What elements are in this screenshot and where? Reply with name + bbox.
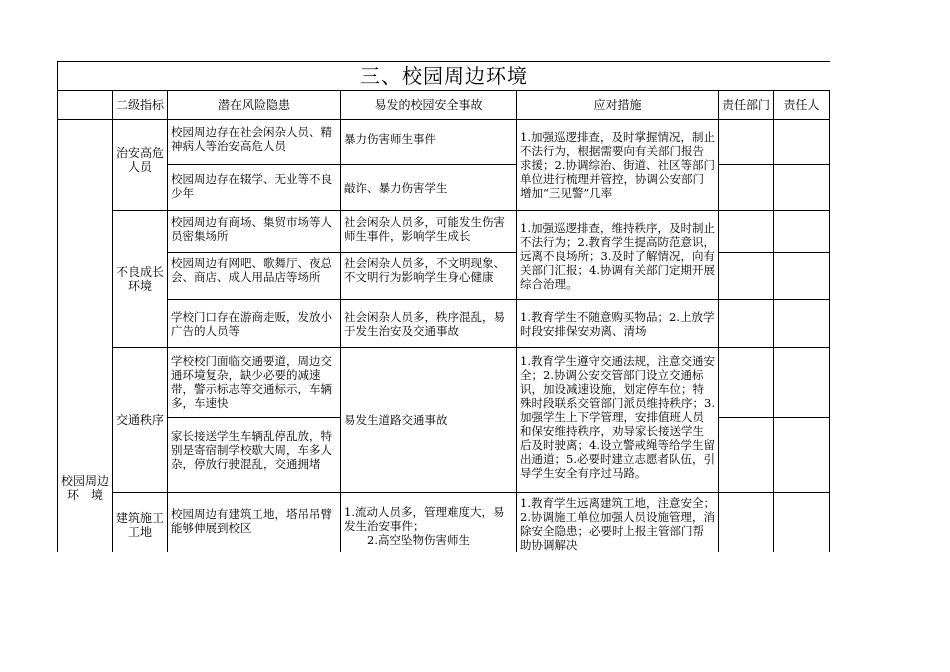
dept-cell	[718, 119, 773, 164]
person-cell	[773, 417, 830, 492]
header-person: 责任人	[773, 90, 830, 119]
header-hazard: 潜在风险隐患	[167, 90, 340, 119]
dept-cell	[718, 299, 773, 347]
level1-label: 校园周边 环 境	[57, 119, 112, 552]
hazard-cell: 学校门口存在游商走贩，发放小广告的人员等	[167, 299, 340, 347]
hazard-cell: 校园周边有网吧、歌舞厅、夜总会、商店、成人用品店等场所	[167, 252, 340, 299]
dept-cell	[718, 164, 773, 210]
dept-cell	[718, 252, 773, 299]
person-cell	[773, 299, 830, 347]
hazard-cell: 学校校门面临交通要道，周边交通环境复杂，缺少必要的减速带，警示标志等交通标示，车辆多，车速快	[167, 347, 340, 417]
measures-cell: 1.加强巡逻排查，维持秩序，及时制止不法行为；2.教育学生提高防范意识，远离不良场所；3.及时了解情况，向有关部门汇报；4.协调有关部门定期开展综合治理。	[516, 210, 718, 299]
hazard-cell: 校园周边存在社会闲杂人员、精神病人等治安高危人员	[167, 119, 340, 164]
header-measures: 应对措施	[516, 90, 718, 119]
measures-cell: 1.教育学生遵守交通法规，注意交通安全；2.协调公安交管部门设立交通标识，加设减速设施，划定停车位；特殊时段联系交管部门派员维持秩序；3.加强学生上下学管理，安排值班人员和保安维持秩序，劝导家长接送学生后及时驶离；4.设立警戒绳等给学生留出通道；5.必要时建立志愿者队伍，引导学生安全有序过马路。	[516, 347, 718, 492]
accident-cell: 1.流动人员多，管理难度大，易发生治安事件； 2.高空坠物伤害师生	[340, 492, 516, 552]
header-accident: 易发的校园安全事故	[340, 90, 516, 119]
header-level1	[57, 90, 112, 119]
person-cell	[773, 164, 830, 210]
page-title: 三、校园周边环境	[57, 61, 830, 90]
measures-cell: 1.教育学生远离建筑工地，注意安全；2.协调施工单位加强人员设施管理，消除安全隐患；必要时上报主管部门帮助协调解决	[516, 492, 718, 552]
header-dept: 责任部门	[718, 90, 773, 119]
accident-cell: 敲诈、暴力伤害学生	[340, 164, 516, 210]
hazard-cell: 家长接送学生车辆乱停乱放，特别是寄宿制学校歇大周，车多人杂，停放行驶混乱，交通拥堵	[167, 417, 340, 492]
person-cell	[773, 119, 830, 164]
dept-cell	[718, 492, 773, 552]
dept-cell	[718, 347, 773, 417]
accident-cell: 暴力伤害师生事件	[340, 119, 516, 164]
hazard-cell: 校园周边有建筑工地，塔吊吊臂能够伸展到校区	[167, 492, 340, 552]
person-cell	[773, 210, 830, 252]
level2-security: 治安高危 人员	[112, 119, 167, 210]
person-cell	[773, 252, 830, 299]
dept-cell	[718, 417, 773, 492]
accident-cell: 社会闲杂人员多，不文明现象、不文明行为影响学生身心健康	[340, 252, 516, 299]
level2-construction: 建筑施工 工地	[112, 492, 167, 552]
accident-cell: 社会闲杂人员多，秩序混乱，易于发生治安及交通事故	[340, 299, 516, 347]
measures-cell: 1.教育学生不随意购买物品；2.上放学时段安排保安劝离、清场	[516, 299, 718, 347]
accident-cell: 社会闲杂人员多，可能发生伤害师生事件，影响学生成长	[340, 210, 516, 252]
dept-cell	[718, 210, 773, 252]
hazard-cell: 校园周边有商场、集贸市场等人员密集场所	[167, 210, 340, 252]
header-level2: 二级指标	[112, 90, 167, 119]
hazard-cell: 校园周边存在辍学、无业等不良少年	[167, 164, 340, 210]
accident-cell: 易发生道路交通事故	[340, 347, 516, 492]
person-cell	[773, 347, 830, 417]
level2-traffic: 交通秩序	[112, 347, 167, 492]
person-cell	[773, 492, 830, 552]
level2-growth: 不良成长 环境	[112, 210, 167, 347]
measures-cell: 1.加强巡逻排查，及时掌握情况，制止不法行为，根据需要向有关部门报告求援；2.协调综治、街道、社区等部门单位进行梳理并管控，协调公安部门增加“三见警”几率	[516, 119, 718, 210]
